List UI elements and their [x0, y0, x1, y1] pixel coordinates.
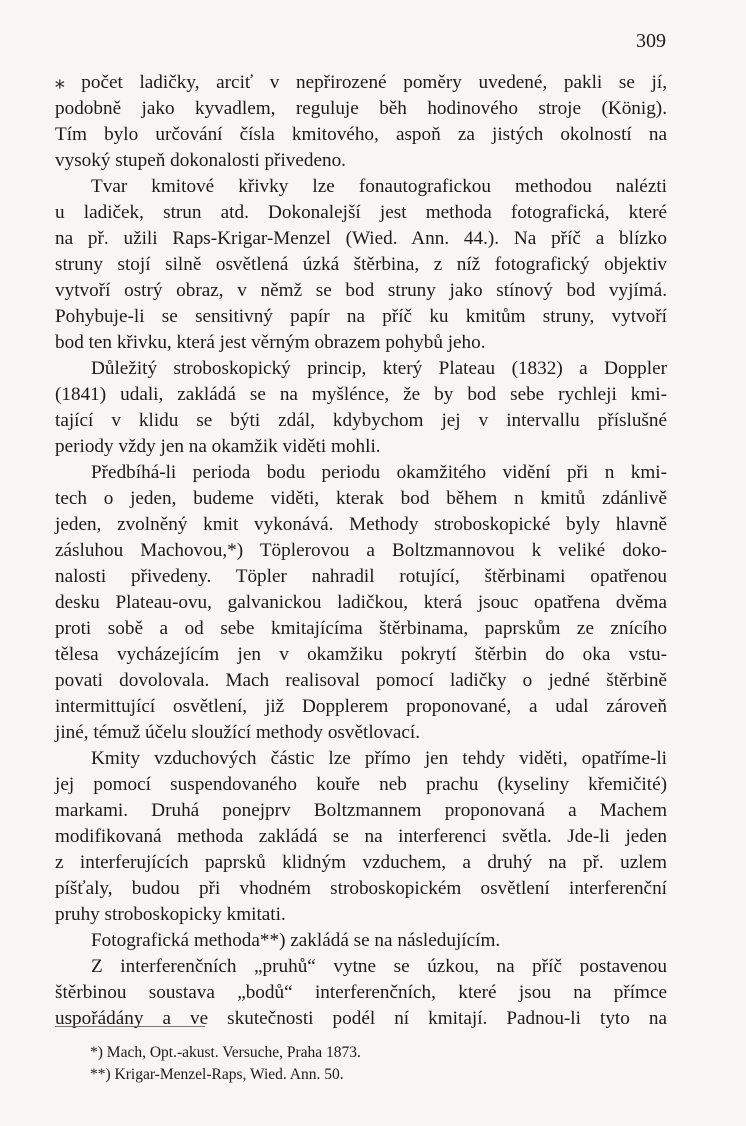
- text-line: Pohybuje-li se sensitivný papír na příč ku kmitům struny, vytvoří: [55, 306, 667, 327]
- text-line: jej pomocí suspendovaného kouře neb prachu (kyseliny křemičité): [55, 774, 667, 795]
- text-line: tělesa vycházejícím jen v okamžiku pokrytí štěrbin do oka vstu-: [55, 644, 667, 665]
- text-line: Tvar kmitové křivky lze fonautografickou methodou nalézti: [91, 176, 667, 197]
- text-line: z interferujících paprsků klidným vzduchem, a druhý na př. uzlem: [55, 852, 667, 873]
- text-line: periody vždy jen na okamžik viděti mohli.: [55, 436, 381, 457]
- text-line: Kmity vzduchových částic lze přímo jen tehdy viděti, opatříme-li: [91, 748, 667, 769]
- text-line: tající v klidu se býti zdál, kdybychom jej v intervallu příslušné: [55, 410, 667, 431]
- footnote-separator: [55, 1026, 205, 1027]
- text-line: intermittující osvětlení, již Dopplerem proponované, a udal zároveň: [55, 696, 667, 717]
- text-line: na př. užili Raps-Krigar-Menzel (Wied. Ann. 44.). Na příč a blízko: [55, 228, 667, 249]
- text-line: Z interferenčních „pruhů“ vytne se úzkou, na příč postavenou: [91, 956, 667, 977]
- page-number: 309: [636, 30, 666, 52]
- footnotes: [90, 1042, 361, 1086]
- text-line: bod ten křivku, která jest věrným obrazem pohybů jeho.: [55, 332, 486, 353]
- text-line: markami. Druhá ponejprv Boltzmannem proponovaná a Machem: [55, 800, 667, 821]
- text-line: uspořádány a ve skutečnosti podél ní kmitají. Padnou-li tyto na: [55, 1008, 667, 1029]
- text-line: (1841) udali, zakládá se na myšlénce, že by bod sebe rychleji kmi-: [55, 384, 667, 405]
- text-line: povati dovolovala. Mach realisoval pomocí ladičky o jedné štěrbině: [55, 670, 667, 691]
- text-line: Předbíhá-li perioda bodu periodu okamžitého vidění při n kmi-: [91, 462, 667, 483]
- text-line: jiné, témuž účelu sloužící methody osvětlovací.: [55, 722, 420, 743]
- footnote: *) Mach, Opt.-akust. Versuche, Praha 1873.: [90, 1044, 361, 1061]
- text-line: píšťaly, budou při vhodném stroboskopickém osvětlení interferenční: [55, 878, 667, 899]
- text-line: Tím bylo určování čísla kmitového, aspoň za jistých okolností na: [55, 124, 667, 145]
- text-line: vysoký stupeň dokonalosti přivedeno.: [55, 150, 346, 171]
- text-line: u ladiček, strun atd. Dokonalejší jest methoda fotografická, které: [55, 202, 667, 223]
- text-line: nalosti přivedeny. Töpler nahradil rotující, štěrbinami opatřenou: [55, 566, 667, 587]
- body-text: [55, 70, 667, 1032]
- text-line: struny stojí silně osvětlená úzká štěrbina, z níž fotografický objektiv: [55, 254, 667, 275]
- text-line: Důležitý stroboskopický princip, který Plateau (1832) a Doppler: [91, 358, 667, 379]
- text-line: podobně jako kyvadlem, reguluje běh hodinového stroje (König).: [55, 98, 667, 119]
- text-line: zásluhou Machovou,*) Töplerovou a Boltzmannovou k veliké doko-: [55, 540, 667, 561]
- footnote: **) Krigar-Menzel-Raps, Wied. Ann. 50.: [90, 1066, 344, 1083]
- text-line: pruhy stroboskopicky kmitati.: [55, 904, 286, 925]
- text-line: desku Plateau-ovu, galvanickou ladičkou, která jsouc opatřena dvěma: [55, 592, 667, 613]
- text-line: jeden, zvolněný kmit vykonává. Methody stroboskopické byly hlavně: [55, 514, 667, 535]
- text-line: tech o jeden, budeme viděti, kterak bod během n kmitů zdánlivě: [55, 488, 667, 509]
- text-line: ⁎ počet ladičky, arciť v nepřirozené poměry uvedené, pakli se jí,: [55, 72, 667, 93]
- text-line: štěrbinou soustava „bodů“ interferenčních, které jsou na přímce: [55, 982, 667, 1003]
- text-line: proti sobě a od sebe kmitajícíma štěrbinama, paprskům ze znícího: [55, 618, 667, 639]
- text-line: Fotografická methoda**) zakládá se na následujícím.: [91, 930, 501, 951]
- text-line: vytvoří ostrý obraz, v němž se bod struny jako stínový bod vyjímá.: [55, 280, 667, 301]
- text-line: modifikovaná methoda zakládá se na interferenci světla. Jde-li jeden: [55, 826, 667, 847]
